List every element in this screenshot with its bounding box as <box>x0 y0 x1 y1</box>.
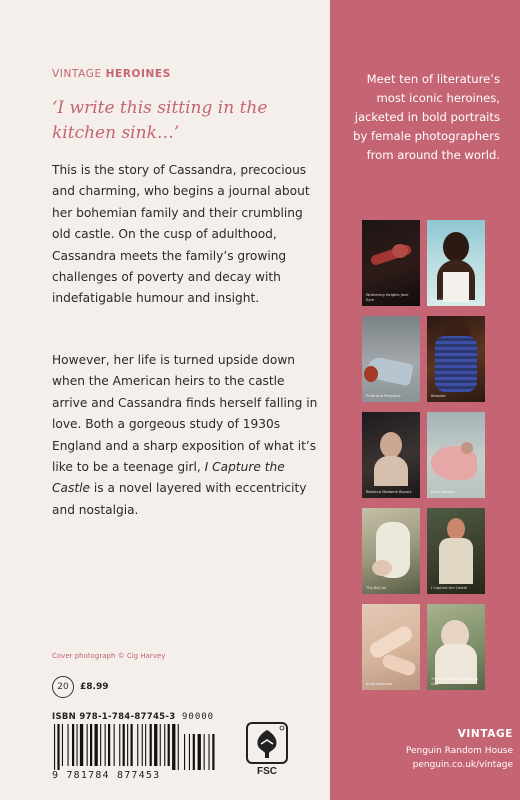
barcode-bar <box>77 724 78 766</box>
anniversary-badge: 20 <box>52 676 74 698</box>
imprint-info <box>360 744 513 772</box>
cover-thumbnail-2 <box>427 220 485 306</box>
cover-thumbnail-5 <box>362 412 420 498</box>
barcode <box>52 724 232 774</box>
cover-thumbnail-3 <box>362 316 420 402</box>
barcode-addon: 90000 <box>182 712 215 722</box>
barcode-bar <box>164 724 165 766</box>
series-label <box>52 68 171 80</box>
cover-thumbnail-1 <box>362 220 420 306</box>
barcode-addon-bar <box>193 734 195 770</box>
cover-caption: Pride and Prejudice <box>366 393 401 398</box>
imprint-name: Penguin Random House <box>405 746 513 756</box>
para2-text-end: is a novel layered with eccentricity and nostalgia. <box>52 481 307 517</box>
publisher-website: penguin.co.uk/vintage <box>412 760 513 770</box>
barcode-bar <box>172 724 175 770</box>
synopsis-paragraph-2 <box>52 350 320 521</box>
cover-thumbnail-10 <box>427 604 485 690</box>
barcode-bar <box>108 724 110 766</box>
barcode-bar <box>62 724 63 766</box>
cover-caption: Little Women <box>431 489 455 494</box>
barcode-addon-bar <box>184 734 185 770</box>
cover-caption: Anna Karenina <box>366 681 393 686</box>
fsc-label: FSC <box>257 766 277 777</box>
barcode-bar <box>142 724 143 766</box>
cover-caption: Beloved <box>431 393 446 398</box>
barcode-bar <box>100 724 101 766</box>
cover-thumbnail-7 <box>362 508 420 594</box>
cover-thumbnail-6 <box>427 412 485 498</box>
barcode-bar <box>90 724 92 766</box>
barcode-bar <box>105 724 106 766</box>
fsc-tree-icon <box>246 722 288 778</box>
series-prefix: VINTAGE <box>52 68 102 80</box>
barcode-bar <box>145 724 146 766</box>
photo-credit: Cover photograph © Cig Harvey <box>52 652 166 660</box>
barcode-bar <box>87 724 88 766</box>
series-name: HEROINES <box>105 68 171 80</box>
cover-caption: The Bell Jar <box>366 585 387 590</box>
barcode-bar <box>114 724 115 766</box>
barcode-bar <box>178 724 179 770</box>
cover-thumbnail-4 <box>427 316 485 402</box>
cover-caption: The Color Purple <box>431 297 461 302</box>
publisher-logo: VINTAGE <box>457 728 513 740</box>
barcode-bar <box>168 724 170 766</box>
cover-caption: Wuthering Heights Jane Eyre <box>366 293 409 302</box>
barcode-bar <box>160 724 161 766</box>
para2-text: However, her life is turned upside down when the American heirs to the castle arrive and Cassandra finds herself falling in love. Both a gorgeous study of 1930s England and a sharp exposition of what it’s like to be a teenage girl, <box>52 353 318 475</box>
barcode-addon-bar <box>204 734 205 770</box>
book-title-italic: I Capture the Castle <box>52 460 285 496</box>
barcode-addon-bar <box>212 734 214 770</box>
isbn: ISBN 978-1-784-87745-3 <box>52 712 176 722</box>
barcode-bar <box>57 724 59 770</box>
cover-thumbnail-9 <box>362 604 420 690</box>
barcode-bar <box>137 724 138 766</box>
barcode-bar <box>72 724 74 766</box>
barcode-bar <box>68 724 69 766</box>
barcode-bar <box>150 724 152 766</box>
cover-caption: Rebecca Madame Bovary <box>366 489 412 494</box>
cover-thumbnail-8 <box>427 508 485 594</box>
barcode-bar <box>54 724 55 770</box>
cover-caption: Their Eyes Were Watching God <box>431 677 478 686</box>
barcode-bar <box>131 724 133 766</box>
price: £8.99 <box>80 682 109 692</box>
barcode-bar <box>123 724 125 766</box>
barcode-bar <box>80 724 83 766</box>
series-blurb: Meet ten of literature’s most iconic heroines, jacketed in bold portraits by female photographers from around the world. <box>353 72 500 162</box>
synopsis-paragraph-1: This is the story of Cassandra, precocious and charming, who begins a journal about her bohemian family and their crumbling old castle. On the cusp of adulthood, Cassandra meets the family’s growing challenges of poverty and decay with indefatigable humour and insight. <box>52 163 310 306</box>
barcode-bar <box>127 724 128 766</box>
barcode-bar <box>119 724 120 766</box>
barcode-digits: 9 781784 877453 <box>52 770 161 781</box>
price-block <box>52 676 108 698</box>
barcode-addon-bar <box>189 734 190 770</box>
barcode-bar <box>154 724 157 766</box>
cover-caption: I Capture the Castle <box>431 585 467 590</box>
barcode-number <box>52 770 160 781</box>
opening-quote: ‘I write this sitting in the kitchen sink…’ <box>52 98 268 143</box>
barcode-addon-bar <box>198 734 201 770</box>
barcode-bar <box>95 724 98 766</box>
barcode-addon-bar <box>209 734 210 770</box>
